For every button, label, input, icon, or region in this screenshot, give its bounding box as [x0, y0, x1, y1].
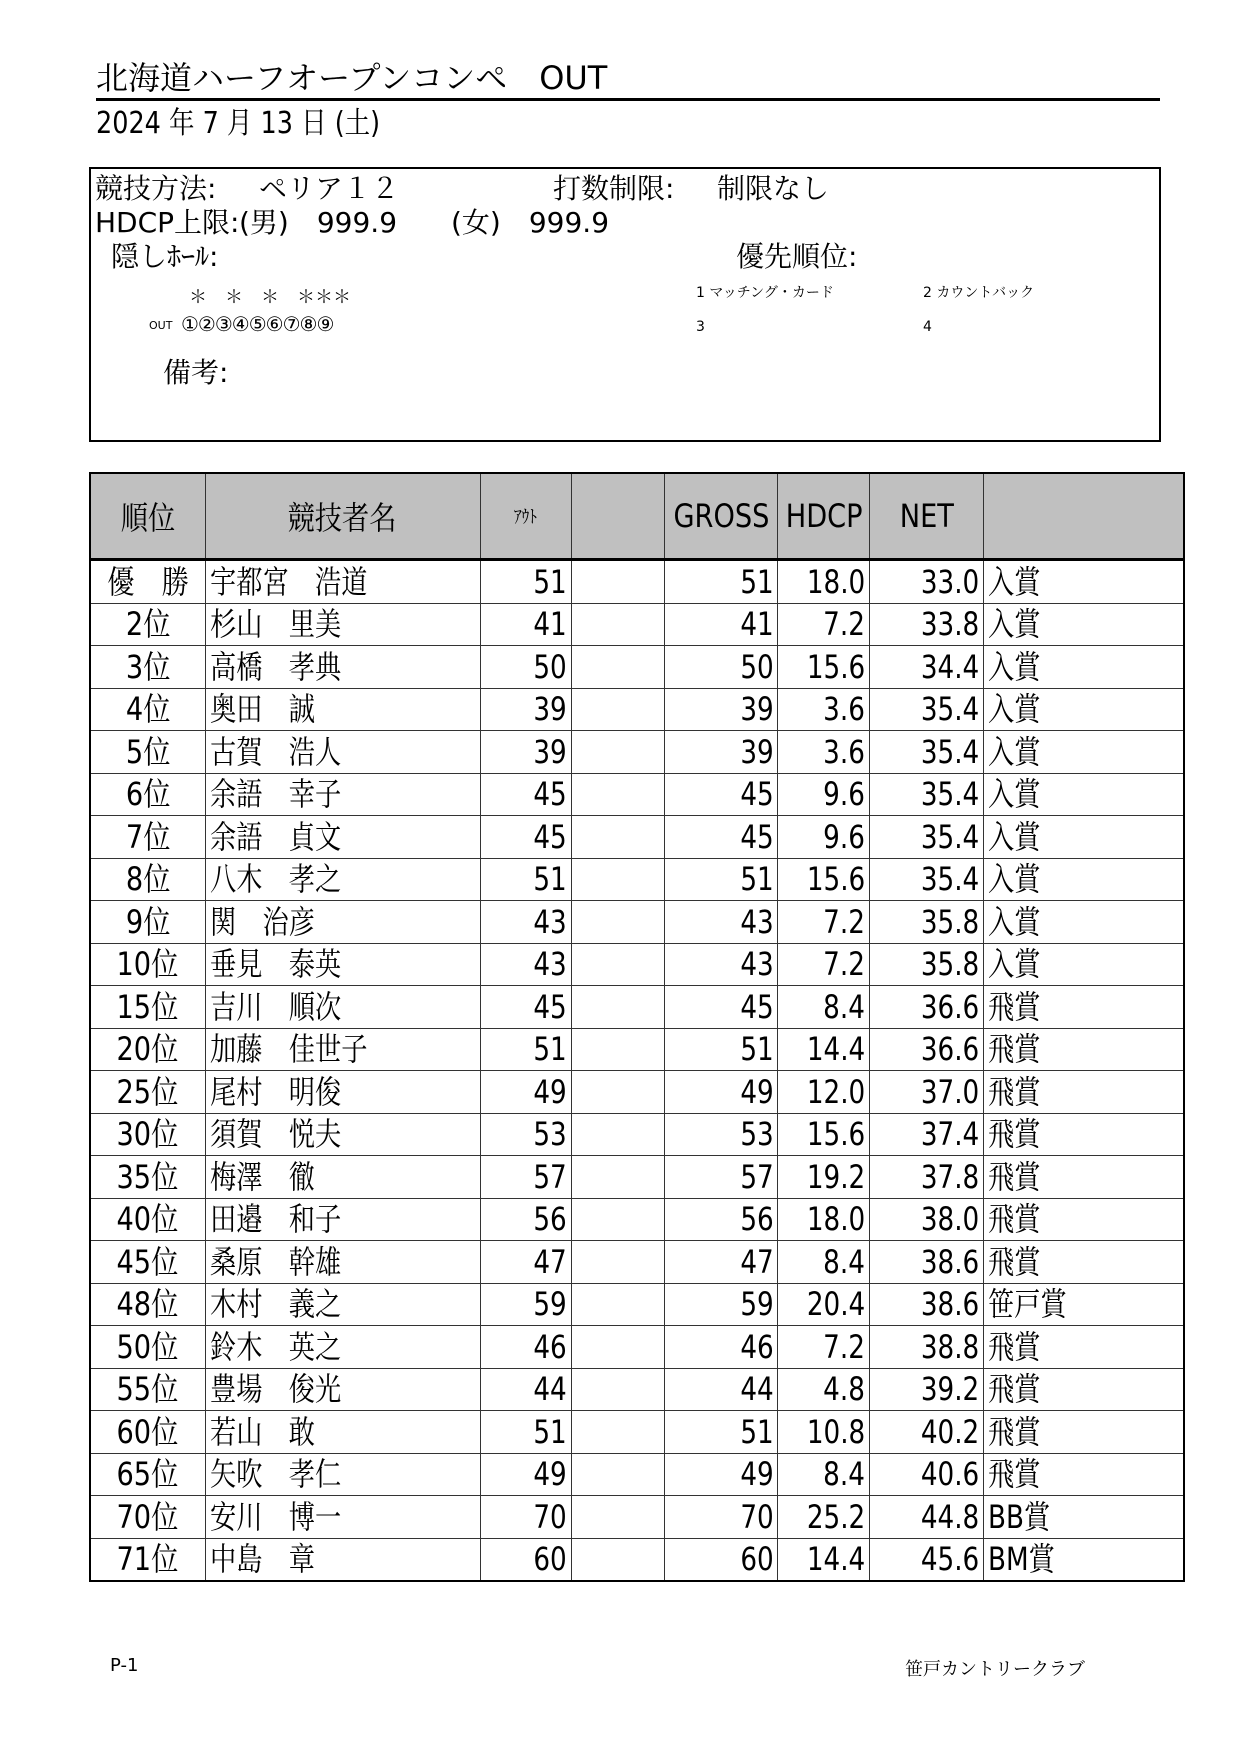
out-score-cell: 43 [480, 943, 571, 986]
hdcp-cell: 3.6 [778, 688, 870, 731]
blank-cell [571, 1411, 664, 1454]
out-score-cell: 70 [480, 1496, 571, 1539]
hdcp-limit-label: HDCP上限: [95, 206, 240, 239]
competition-info-box [89, 167, 1161, 442]
award-cell: 飛賞 [984, 1453, 1184, 1496]
event-date: 2024 年 7 月 13 日 (土) [96, 106, 381, 141]
hdcp-cell: 15.6 [778, 646, 870, 689]
rank-cell: 8位 [90, 858, 205, 901]
hdcp-cell: 8.4 [778, 986, 870, 1029]
out-score-cell: 46 [480, 1326, 571, 1369]
hdcp-limit-female: (女) 999.9 [451, 206, 610, 239]
rank-cell: 優 勝 [90, 560, 205, 604]
hdcp-cell: 4.8 [778, 1368, 870, 1411]
award-cell: 入賞 [984, 901, 1184, 944]
rank-cell: 25位 [90, 1071, 205, 1114]
blank-cell [571, 560, 664, 604]
net-cell: 35.8 [870, 943, 984, 986]
out-score-cell: 39 [480, 731, 571, 774]
name-cell: 安川 博一 [205, 1496, 480, 1539]
out-score-cell: 49 [480, 1071, 571, 1114]
hdcp-cell: 15.6 [778, 858, 870, 901]
rank-cell: 70位 [90, 1496, 205, 1539]
gross-cell: 57 [664, 1156, 778, 1199]
table-row [90, 773, 1184, 816]
header-hdcp: HDCP [778, 473, 870, 560]
rank-cell: 10位 [90, 943, 205, 986]
table-row [90, 1538, 1184, 1581]
net-cell: 38.8 [870, 1326, 984, 1369]
hidden-holes-label: 隠しﾎｰﾙ: [111, 240, 219, 273]
stroke-limit-label: 打数制限: [553, 172, 675, 205]
hdcp-limit-male: (男) 999.9 [239, 206, 398, 239]
net-cell: 35.4 [870, 816, 984, 859]
blank-cell [571, 1283, 664, 1326]
rank-cell: 2位 [90, 603, 205, 646]
priority-4: 4 [923, 319, 932, 335]
gross-cell: 46 [664, 1326, 778, 1369]
table-row [90, 603, 1184, 646]
out-score-cell: 53 [480, 1113, 571, 1156]
name-cell: 田邉 和子 [205, 1198, 480, 1241]
table-header-row [90, 473, 1184, 560]
gross-cell: 41 [664, 603, 778, 646]
name-cell: 余語 貞文 [205, 816, 480, 859]
out-score-cell: 39 [480, 688, 571, 731]
blank-cell [571, 986, 664, 1029]
priority-2: 2 カウントバック [923, 285, 1035, 301]
name-cell: 桑原 幹雄 [205, 1241, 480, 1284]
hdcp-cell: 15.6 [778, 1113, 870, 1156]
rank-cell: 3位 [90, 646, 205, 689]
gross-cell: 45 [664, 773, 778, 816]
net-cell: 33.8 [870, 603, 984, 646]
award-cell: BB賞 [984, 1496, 1184, 1539]
blank-cell [571, 1198, 664, 1241]
award-cell: 飛賞 [984, 1326, 1184, 1369]
name-cell: 奥田 誠 [205, 688, 480, 731]
rank-cell: 15位 [90, 986, 205, 1029]
hdcp-cell: 20.4 [778, 1283, 870, 1326]
gross-cell: 51 [664, 1028, 778, 1071]
blank-cell [571, 1368, 664, 1411]
gross-cell: 45 [664, 816, 778, 859]
hdcp-cell: 19.2 [778, 1156, 870, 1199]
net-cell: 37.4 [870, 1113, 984, 1156]
table-row [90, 1453, 1184, 1496]
blank-cell [571, 1156, 664, 1199]
net-cell: 36.6 [870, 1028, 984, 1071]
gross-cell: 59 [664, 1283, 778, 1326]
rank-cell: 4位 [90, 688, 205, 731]
table-row [90, 1028, 1184, 1071]
out-score-cell: 51 [480, 560, 571, 604]
award-cell: 入賞 [984, 816, 1184, 859]
net-cell: 40.6 [870, 1453, 984, 1496]
gross-cell: 43 [664, 943, 778, 986]
out-score-cell: 51 [480, 858, 571, 901]
net-cell: 45.6 [870, 1538, 984, 1581]
name-cell: 余語 幸子 [205, 773, 480, 816]
method-label: 競技方法: [95, 172, 217, 205]
table-row [90, 1241, 1184, 1284]
blank-cell [571, 1071, 664, 1114]
name-cell: 豊場 俊光 [205, 1368, 480, 1411]
net-cell: 34.4 [870, 646, 984, 689]
rank-cell: 50位 [90, 1326, 205, 1369]
name-cell: 関 治彦 [205, 901, 480, 944]
out-score-cell: 45 [480, 773, 571, 816]
gross-cell: 60 [664, 1538, 778, 1581]
method-value: ペリア１２ [259, 172, 400, 205]
table-row [90, 1071, 1184, 1114]
results-table [89, 472, 1185, 1582]
award-cell: 飛賞 [984, 1113, 1184, 1156]
out-score-cell: 57 [480, 1156, 571, 1199]
header-rank: 順位 [90, 473, 205, 560]
hdcp-cell: 12.0 [778, 1071, 870, 1114]
hdcp-cell: 14.4 [778, 1028, 870, 1071]
award-cell: 飛賞 [984, 1028, 1184, 1071]
table-row [90, 1326, 1184, 1369]
gross-cell: 50 [664, 646, 778, 689]
gross-cell: 47 [664, 1241, 778, 1284]
award-cell: 飛賞 [984, 1156, 1184, 1199]
header-out: ｱｳﾄ [480, 473, 571, 560]
name-cell: 宇都宮 浩道 [205, 560, 480, 604]
priority-label: 優先順位: [736, 240, 858, 273]
hdcp-cell: 25.2 [778, 1496, 870, 1539]
out-score-cell: 45 [480, 986, 571, 1029]
hdcp-cell: 3.6 [778, 731, 870, 774]
out-score-cell: 41 [480, 603, 571, 646]
net-cell: 35.4 [870, 858, 984, 901]
net-cell: 38.6 [870, 1283, 984, 1326]
table-row [90, 1113, 1184, 1156]
name-cell: 尾村 明俊 [205, 1071, 480, 1114]
header-gross: GROSS [664, 473, 778, 560]
gross-cell: 49 [664, 1453, 778, 1496]
net-cell: 35.4 [870, 731, 984, 774]
rank-cell: 5位 [90, 731, 205, 774]
name-cell: 高橋 孝典 [205, 646, 480, 689]
blank-cell [571, 858, 664, 901]
blank-cell [571, 1028, 664, 1071]
award-cell: 入賞 [984, 773, 1184, 816]
table-row [90, 1198, 1184, 1241]
net-cell: 37.0 [870, 1071, 984, 1114]
net-cell: 44.8 [870, 1496, 984, 1539]
net-cell: 38.0 [870, 1198, 984, 1241]
hidden-hole-marks: ＊ ＊ ＊ ＊＊＊ [189, 287, 351, 308]
out-score-cell: 50 [480, 646, 571, 689]
table-row [90, 858, 1184, 901]
rank-cell: 9位 [90, 901, 205, 944]
header-name: 競技者名 [205, 473, 480, 560]
hdcp-cell: 18.0 [778, 560, 870, 604]
gross-cell: 51 [664, 560, 778, 604]
name-cell: 古賀 浩人 [205, 731, 480, 774]
rank-cell: 7位 [90, 816, 205, 859]
page-number: P-1 [110, 1655, 139, 1676]
award-cell: 入賞 [984, 560, 1184, 604]
award-cell: 飛賞 [984, 1071, 1184, 1114]
table-row [90, 688, 1184, 731]
hdcp-cell: 7.2 [778, 901, 870, 944]
gross-cell: 70 [664, 1496, 778, 1539]
table-row [90, 816, 1184, 859]
blank-cell [571, 731, 664, 774]
table-row [90, 901, 1184, 944]
out-score-cell: 45 [480, 816, 571, 859]
net-cell: 38.6 [870, 1241, 984, 1284]
gross-cell: 51 [664, 1411, 778, 1454]
award-cell: 笹戸賞 [984, 1283, 1184, 1326]
table-row [90, 1156, 1184, 1199]
award-cell: 飛賞 [984, 1411, 1184, 1454]
gross-cell: 45 [664, 986, 778, 1029]
table-row [90, 646, 1184, 689]
blank-cell [571, 603, 664, 646]
name-cell: 梅澤 徹 [205, 1156, 480, 1199]
rank-cell: 45位 [90, 1241, 205, 1284]
hdcp-cell: 8.4 [778, 1453, 870, 1496]
name-cell: 垂見 泰英 [205, 943, 480, 986]
header-blank [571, 473, 664, 560]
award-cell: 飛賞 [984, 1198, 1184, 1241]
rank-cell: 20位 [90, 1028, 205, 1071]
name-cell: 中島 章 [205, 1538, 480, 1581]
hdcp-cell: 7.2 [778, 1326, 870, 1369]
net-cell: 40.2 [870, 1411, 984, 1454]
award-cell: 入賞 [984, 688, 1184, 731]
gross-cell: 56 [664, 1198, 778, 1241]
blank-cell [571, 688, 664, 731]
gross-cell: 51 [664, 858, 778, 901]
gross-cell: 44 [664, 1368, 778, 1411]
out-score-cell: 47 [480, 1241, 571, 1284]
rank-cell: 48位 [90, 1283, 205, 1326]
hdcp-cell: 18.0 [778, 1198, 870, 1241]
blank-cell [571, 943, 664, 986]
stroke-limit-value: 制限なし [717, 172, 830, 205]
award-cell: 飛賞 [984, 1368, 1184, 1411]
blank-cell [571, 816, 664, 859]
blank-cell [571, 1113, 664, 1156]
out-label: OUT [149, 319, 173, 332]
award-cell: 入賞 [984, 603, 1184, 646]
out-score-cell: 56 [480, 1198, 571, 1241]
award-cell: 入賞 [984, 943, 1184, 986]
net-cell: 35.4 [870, 688, 984, 731]
out-score-cell: 44 [480, 1368, 571, 1411]
blank-cell [571, 1496, 664, 1539]
table-row [90, 731, 1184, 774]
award-cell: 入賞 [984, 731, 1184, 774]
gross-cell: 39 [664, 731, 778, 774]
hdcp-cell: 10.8 [778, 1411, 870, 1454]
hole-numbers: ①②③④⑤⑥⑦⑧⑨ [181, 312, 334, 336]
hdcp-cell: 9.6 [778, 816, 870, 859]
document-title: 北海道ハーフオープンコンペ OUT [96, 58, 1160, 101]
name-cell: 矢吹 孝仁 [205, 1453, 480, 1496]
gross-cell: 53 [664, 1113, 778, 1156]
name-cell: 鈴木 英之 [205, 1326, 480, 1369]
net-cell: 36.6 [870, 986, 984, 1029]
name-cell: 若山 敢 [205, 1411, 480, 1454]
hdcp-cell: 9.6 [778, 773, 870, 816]
out-score-cell: 51 [480, 1028, 571, 1071]
out-score-cell: 49 [480, 1453, 571, 1496]
blank-cell [571, 1241, 664, 1284]
blank-cell [571, 901, 664, 944]
award-cell: BM賞 [984, 1538, 1184, 1581]
rank-cell: 35位 [90, 1156, 205, 1199]
rank-cell: 60位 [90, 1411, 205, 1454]
header-award [984, 473, 1184, 560]
hdcp-cell: 14.4 [778, 1538, 870, 1581]
remarks-label: 備考: [163, 356, 229, 389]
gross-cell: 49 [664, 1071, 778, 1114]
rank-cell: 6位 [90, 773, 205, 816]
award-cell: 入賞 [984, 858, 1184, 901]
name-cell: 加藤 佳世子 [205, 1028, 480, 1071]
blank-cell [571, 1538, 664, 1581]
rank-cell: 71位 [90, 1538, 205, 1581]
rank-cell: 55位 [90, 1368, 205, 1411]
out-score-cell: 60 [480, 1538, 571, 1581]
net-cell: 35.4 [870, 773, 984, 816]
table-row [90, 1368, 1184, 1411]
rank-cell: 40位 [90, 1198, 205, 1241]
name-cell: 木村 義之 [205, 1283, 480, 1326]
out-score-cell: 51 [480, 1411, 571, 1454]
rank-cell: 30位 [90, 1113, 205, 1156]
hdcp-cell: 8.4 [778, 1241, 870, 1284]
name-cell: 杉山 里美 [205, 603, 480, 646]
award-cell: 飛賞 [984, 1241, 1184, 1284]
hdcp-cell: 7.2 [778, 943, 870, 986]
name-cell: 八木 孝之 [205, 858, 480, 901]
table-row [90, 986, 1184, 1029]
net-cell: 33.0 [870, 560, 984, 604]
priority-1: 1 マッチング・カード [696, 285, 834, 301]
gross-cell: 39 [664, 688, 778, 731]
table-row [90, 560, 1184, 604]
header-net: NET [870, 473, 984, 560]
blank-cell [571, 646, 664, 689]
name-cell: 吉川 順次 [205, 986, 480, 1029]
net-cell: 35.8 [870, 901, 984, 944]
table-row [90, 1411, 1184, 1454]
table-row [90, 943, 1184, 986]
name-cell: 須賀 悦夫 [205, 1113, 480, 1156]
blank-cell [571, 1453, 664, 1496]
net-cell: 37.8 [870, 1156, 984, 1199]
net-cell: 39.2 [870, 1368, 984, 1411]
priority-3: 3 [696, 319, 705, 335]
award-cell: 入賞 [984, 646, 1184, 689]
club-name: 笹戸カントリークラブ [905, 1659, 1085, 1680]
out-score-cell: 59 [480, 1283, 571, 1326]
table-row [90, 1496, 1184, 1539]
blank-cell [571, 1326, 664, 1369]
hdcp-cell: 7.2 [778, 603, 870, 646]
rank-cell: 65位 [90, 1453, 205, 1496]
award-cell: 飛賞 [984, 986, 1184, 1029]
gross-cell: 43 [664, 901, 778, 944]
table-row [90, 1283, 1184, 1326]
blank-cell [571, 773, 664, 816]
out-score-cell: 43 [480, 901, 571, 944]
